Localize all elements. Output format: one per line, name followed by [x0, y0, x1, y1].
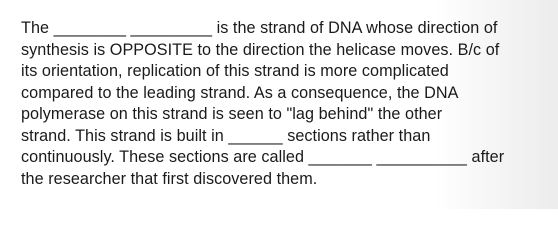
question-text: The ________ _________ is the strand of DNA whose direction of synthesis is OPPOSITE to the direction the helicase moves. B/c of its orientation, replication of this strand is more complicated compared to the leading strand. As a consequence, the DNA polymerase on this strand is seen to "lag behind" the other strand. This strand is built in ______ sections rather than continuously. These sections are called _______ __________ after the researcher that first discovered them. [21, 19, 505, 188]
